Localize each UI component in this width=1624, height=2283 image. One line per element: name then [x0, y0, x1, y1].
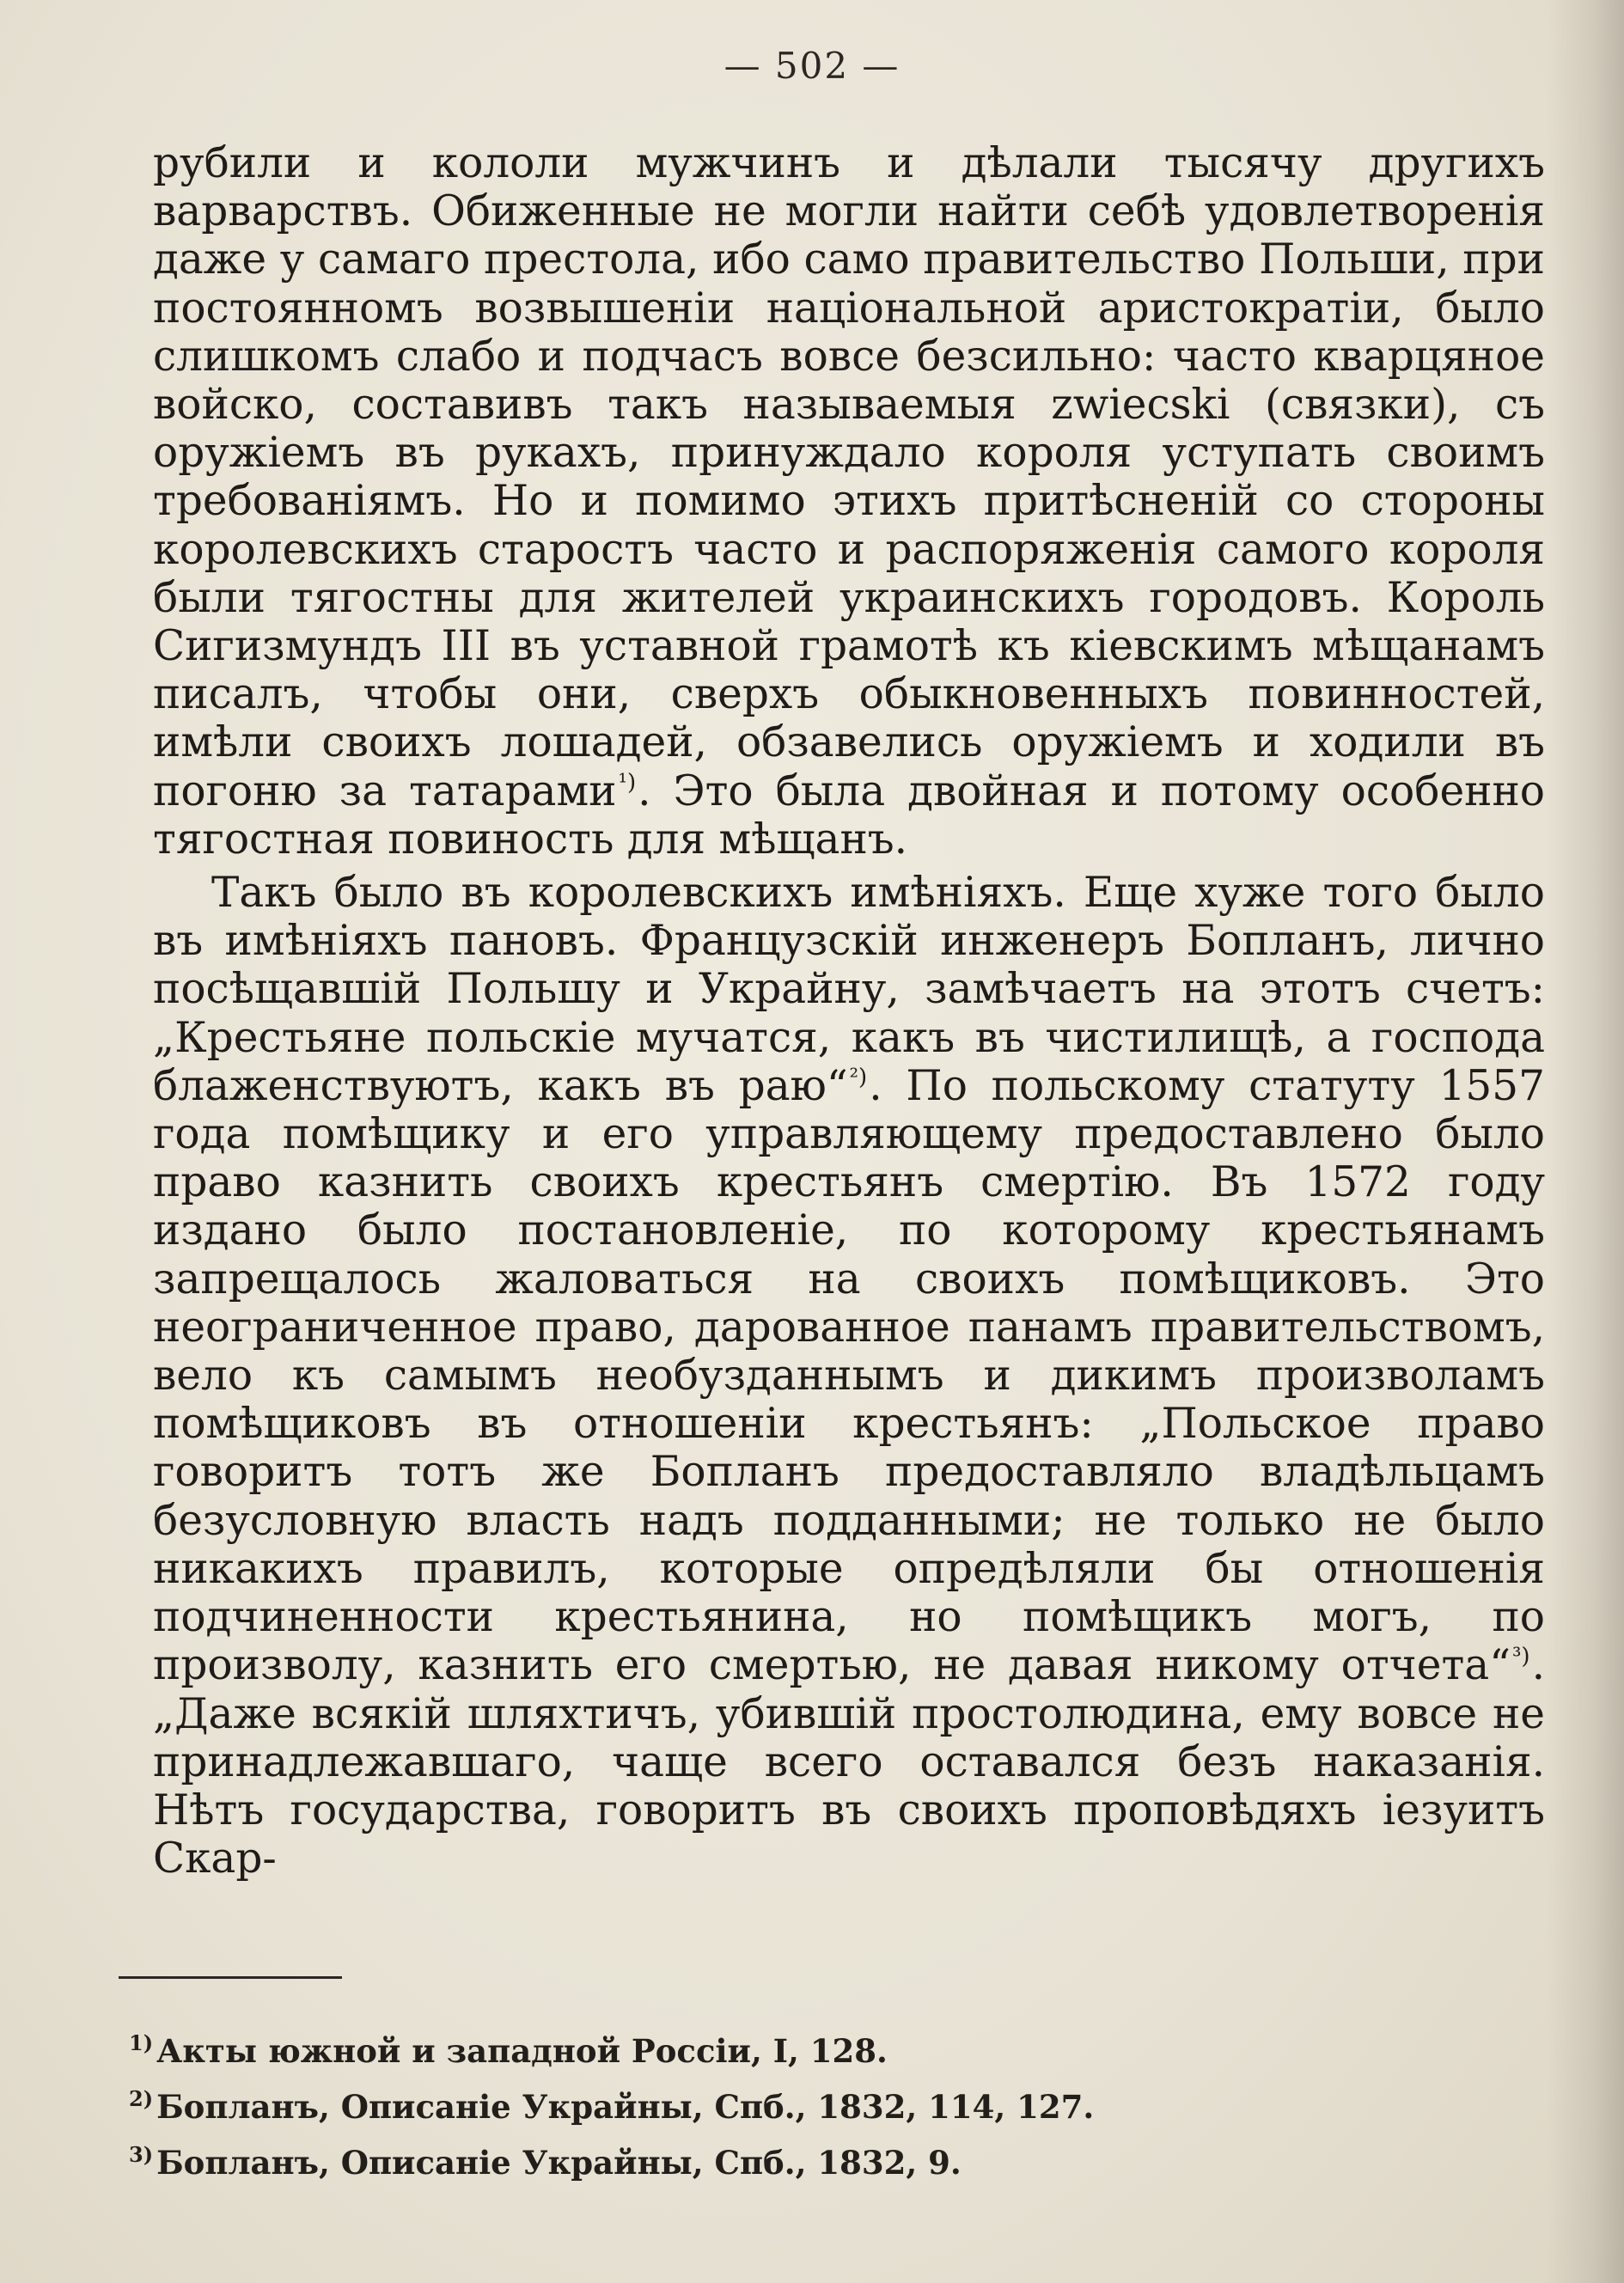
body-text [153, 139, 1545, 1883]
footnote-text: Бопланъ, Описаніе Украйны, Спб., 1832, 114, 127. [156, 2088, 1095, 2126]
paragraph-2-text: Такъ было въ королевскихъ имѣніяхъ. Еще хуже того было въ имѣніяхъ пановъ. Французскій инженеръ Бопланъ, лично посѣщавшій Польшу и Украйну, замѣчаетъ на этотъ счетъ: „Крестьяне польскіе мучатся, какъ въ чистилищѣ, а господа блаженствуютъ, какъ въ раю“ [153, 869, 1545, 1110]
footnote-marker: 2) [129, 2086, 154, 2111]
paragraph-1-text: рубили и кололи мужчинъ и дѣлали тысячу другихъ варварствъ. Обиженные не могли найти себѣ удовлетворенія даже у самаго престола, ибо само правительство Польши, при постоянномъ возвышеніи національной аристократіи, было слишкомъ слабо и подчасъ вовсе безсильно: часто кварцяное войско, составивъ такъ называемыя zwiecski (связки), съ оружіемъ въ рукахъ, принуждало короля уступать своимъ требованіямъ. Но и помимо этихъ притѣсненій со стороны королевскихъ старостъ часто и распоряженія самого короля были тягостны для жителей украинскихъ городовъ. Король Сигизмундъ III въ уставной грамотѣ къ кіевскимъ мѣщанамъ писалъ, чтобы они, сверхъ обыкновенныхъ повинностей, имѣли своихъ лошадей, обзавелись оружіемъ и ходили въ погоню за татарами [153, 139, 1545, 815]
footnote-ref-1: ¹) [618, 769, 637, 796]
footnote-divider [119, 1976, 342, 1979]
footnote-text: Акты южной и западной Россіи, I, 128. [156, 2032, 888, 2070]
paragraph-2 [153, 869, 1545, 1883]
footnote-ref-3: ³) [1512, 1644, 1530, 1670]
page-number: — 502 — [723, 45, 901, 87]
footnote-3 [129, 2131, 1504, 2187]
footnote-marker: 3) [129, 2142, 154, 2167]
paragraph-1 [153, 139, 1545, 864]
footnote-text: Бопланъ, Описаніе Украйны, Спб., 1832, 9. [156, 2144, 962, 2182]
footnote-2 [129, 2075, 1504, 2131]
footnote-ref-2: ²) [849, 1064, 868, 1090]
paragraph-2-text-middle: . По польскому статуту 1557 года помѣщику и его управляющему предоставлено было право казнить своихъ крестьянъ смертію. Въ 1572 году издано было постановленіе, по которому крестьянамъ запрещалось жаловаться на своихъ помѣщиковъ. Это неограниченное право, дарованное панамъ правительствомъ, вело къ самымъ необузданнымъ и дикимъ произволамъ помѣщиковъ въ отношеніи крестьянъ: „Польское право говоритъ тотъ же Бопланъ предоставляло владѣльцамъ безусловную власть надъ подданными; не только не было никакихъ правилъ, которые опредѣляли бы отношенія подчиненности крестьянина, но помѣщикъ могъ, по произволу, казнить его смертью, не давая никому отчета“ [153, 1061, 1545, 1690]
page-edge-shadow [1547, 0, 1624, 2283]
paragraph-1-text-end: . Это была двойная и потому особенно тягостная повиность для мѣщанъ. [153, 766, 1545, 864]
footnotes [129, 2019, 1504, 2187]
paragraph-2-text-end: . „Даже всякій шляхтичъ, убившій простолюдина, ему вовсе не принадлежавшаго, чаще всего оставался безъ наказанія. Нѣтъ государства, говоритъ въ своихъ проповѣдяхъ іезуитъ Скар- [153, 1641, 1545, 1883]
footnote-marker: 1) [129, 2030, 154, 2055]
footnote-1 [129, 2019, 1504, 2075]
